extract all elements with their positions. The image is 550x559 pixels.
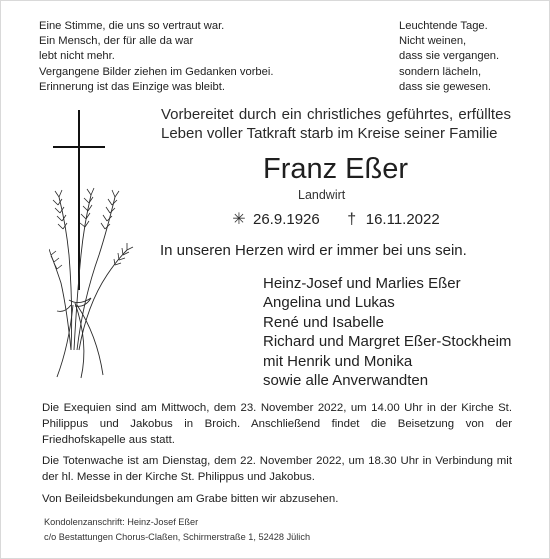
condolence-address-line: Kondolenzanschrift: Heinz-Josef Eßer xyxy=(44,517,199,527)
poem-right-line: dass sie gewesen. xyxy=(399,80,492,93)
poem-left-line: Eine Stimme, die uns so vertraut war. xyxy=(39,20,225,32)
mourner-entry: mit Henrik und Monika xyxy=(263,352,413,370)
deceased-profession: Landwirt xyxy=(298,188,346,202)
poem-left xyxy=(39,19,273,95)
funeral-notices xyxy=(42,400,512,507)
intro-word: durch xyxy=(238,106,277,123)
memorial-line: In unseren Herzen wird er immer bei uns sein. xyxy=(160,242,467,259)
mourners-list xyxy=(263,274,511,390)
mourner-entry: Heinz-Josef und Marlies Eßer xyxy=(263,275,461,292)
poem-right-line: Leuchtende Tage. xyxy=(399,20,488,32)
poem-right-line: Nicht weinen, xyxy=(399,35,467,48)
poem-left-line: Vergangene Bilder ziehen im Gedanken vorbei. xyxy=(39,65,274,78)
poem-left-line: Erinnerung ist das Einzige was bleibt. xyxy=(39,80,225,93)
wheat-icon xyxy=(49,188,133,378)
intro-line-1 xyxy=(161,105,511,124)
mourner-entry: sowie alle Anverwandten xyxy=(263,372,429,390)
mourner-entry: Angelina und Lukas xyxy=(263,294,395,312)
death-cross-icon: † xyxy=(347,211,357,228)
mourner-entry: Richard und Margret Eßer-Stockheim xyxy=(263,333,512,351)
intro-line-2: Leben voller Tatkraft starb im Kreise seiner Familie xyxy=(161,125,498,142)
cross-and-wheat-emblem xyxy=(49,105,139,385)
intro-word: erfülltes xyxy=(458,106,511,123)
intro-word: ein xyxy=(281,106,302,123)
condolence-address xyxy=(44,515,310,545)
birth-star-icon: ✳ xyxy=(232,211,246,228)
condolence-address-line: c/o Bestattungen Chorus-Claßen, Schirmerstraße 1, 52428 Jülich xyxy=(44,532,311,542)
condolence-request: Von Beileidsbekundungen am Grabe bitten wir abzusehen. xyxy=(42,493,339,505)
intro-word: Vorbereitet xyxy=(161,106,234,123)
birth-date: 26.9.1926 xyxy=(253,211,320,228)
poem-right-line: sondern lächeln, xyxy=(399,65,482,78)
exequien-notice: Die Exequien sind am Mittwoch, dem 23. November 2022, um 14.00 Uhr in der Kirche St. Philippus und Jakobus in Broich. Anschließend findet die Beisetzung von der Friedhofskapelle aus statt. xyxy=(42,402,512,446)
poem-right-line: dass sie vergangen. xyxy=(399,50,500,63)
deceased-name: Franz Eßer xyxy=(263,153,409,185)
life-dates xyxy=(231,211,440,229)
cross-icon xyxy=(53,110,105,290)
intro-word: christliches xyxy=(306,106,382,123)
poem-right xyxy=(399,19,499,95)
death-date: 16.11.2022 xyxy=(365,211,440,228)
intro-word: geführtes, xyxy=(386,106,454,123)
poem-left-line: Ein Mensch, der für alle da war xyxy=(39,35,194,48)
mourner-entry: René und Isabelle xyxy=(263,313,384,331)
totenwache-notice: Die Totenwache ist am Dienstag, dem 22. November 2022, um 18.30 Uhr in Verbindung mit der hl. Messe in der Kirche St. Philippus und Jakobus. xyxy=(42,455,512,483)
intro-text xyxy=(161,105,511,143)
poem-left-line: lebt nicht mehr. xyxy=(39,50,115,63)
